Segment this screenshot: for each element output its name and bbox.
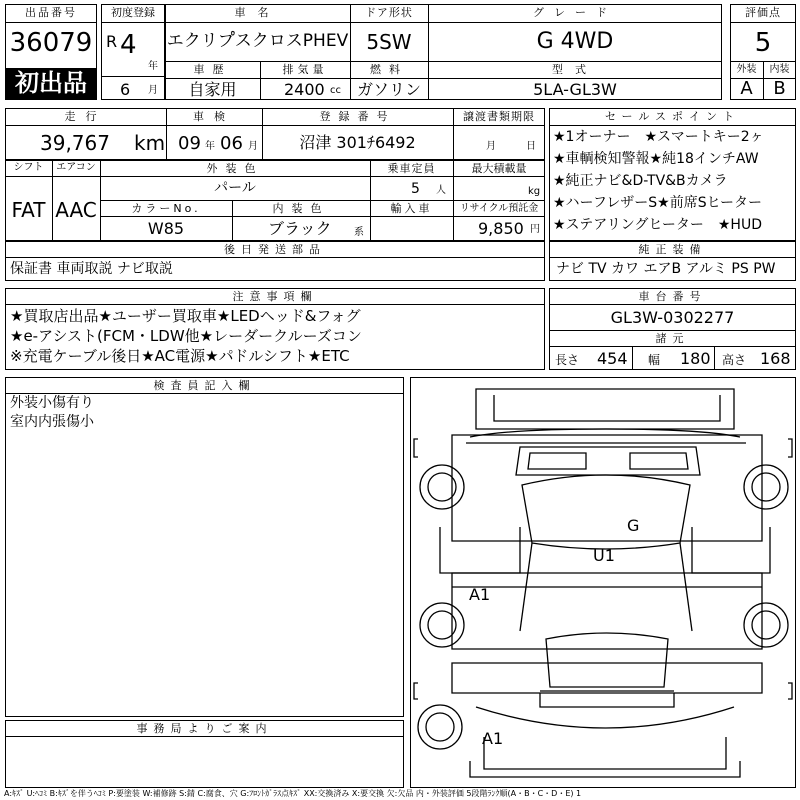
inspector-label: 検査員記入欄	[153, 379, 256, 392]
damage-mark: A1	[469, 585, 491, 604]
colorno: W85	[147, 219, 185, 238]
color-label: 外装色	[206, 162, 264, 175]
sales-points-label: セールスポイント	[604, 110, 740, 123]
displacement: 2400	[284, 80, 325, 99]
lot-number: 36079	[9, 28, 93, 58]
shift-label: シフト	[13, 162, 44, 173]
width-label: 幅	[648, 353, 661, 367]
grade: G 4WD	[536, 29, 614, 54]
length-value: 454	[597, 349, 628, 368]
sales-point-line: ★純正ナビ&D-TV&Bカメラ	[553, 173, 728, 189]
ext-label: 外装	[736, 64, 757, 75]
history: 自家用	[188, 80, 237, 99]
legend: A:ｷｽﾞ U:ﾍｺﾐ B:ｷｽﾞを伴うﾍｺﾐ P:要塗装 W:補修跡 S:錆 C:腐食、穴 G:ﾌﾛﾝﾄｶﾞﾗｽ点ｷｽﾞ XX:交換済み X:要交換 欠:欠品 内・外装評価 5段階ﾗﾝｸ順(A・B・C・D・E) 1	[4, 789, 582, 798]
reg-month: 6	[120, 80, 131, 99]
fuel-label: 燃料	[370, 63, 408, 76]
door-type: 5SW	[366, 30, 412, 54]
sales-point-line: ★1オーナー ★スマートキー2ヶ	[553, 129, 764, 145]
grade-label: グレード	[533, 6, 617, 19]
int-label: 内装	[769, 64, 790, 75]
name-label: 車名	[234, 6, 281, 19]
width-value: 180	[680, 349, 711, 368]
damage-mark: G	[627, 516, 640, 535]
displacement-unit: cc	[330, 85, 341, 96]
interior-unit: 系	[354, 227, 364, 238]
recycle-label: リサイクル預託金	[459, 203, 539, 214]
lot-label: 出品番号	[25, 6, 77, 19]
history-label: 車歴	[193, 63, 232, 76]
insp-year: 09	[178, 133, 201, 154]
colorno-label: カラーNo.	[131, 202, 201, 215]
damage-mark: A1	[482, 729, 504, 748]
reg-month-unit: 月	[148, 85, 158, 96]
later-parts-label: 後日発送部品	[224, 243, 326, 256]
insp-year-unit: 年	[205, 141, 215, 152]
load-label: 最大積載量	[471, 162, 527, 175]
height-label: 高さ	[722, 353, 747, 367]
capacity-unit: 人	[436, 185, 446, 196]
inspection-label: 車検	[193, 110, 235, 123]
inspector-line: 外装小傷有り	[10, 395, 94, 411]
recycle: 9,850	[478, 219, 524, 238]
door-label: ドア形状	[365, 6, 413, 19]
score: 5	[754, 28, 772, 58]
capacity: 5	[411, 181, 420, 197]
later-parts-value: 保証書 車両取説 ナビ取説	[10, 261, 173, 277]
reg-label: 初度登録	[111, 6, 155, 19]
damage-mark: U1	[593, 546, 615, 565]
ac-label: エアコン	[56, 162, 96, 173]
transfer-label: 譲渡書類期限	[463, 110, 535, 123]
displacement-label: 排気量	[282, 63, 328, 76]
office-label: 事務局よりご案内	[136, 722, 273, 735]
inspector-line: 室内内張傷小	[10, 414, 94, 430]
transfer-day: 日	[526, 141, 536, 152]
mileage-unit: km	[134, 131, 166, 155]
model-label: 型式	[552, 63, 598, 76]
first-listing-badge: 初出品	[6, 68, 96, 99]
fuel: ガソリン	[356, 80, 421, 99]
ac: AAC	[55, 198, 97, 222]
int-grade: B	[773, 78, 786, 99]
load-unit: kg	[528, 186, 541, 197]
note-line: ★買取店出品★ユーザー買取車★LEDヘッド&フォグ	[10, 307, 361, 325]
score-label: 評価点	[745, 6, 781, 19]
car-diagram	[410, 377, 796, 788]
model: 5LA-GL3W	[533, 80, 617, 99]
notes-label: 注意事項欄	[232, 290, 318, 303]
regno-label: 登録番号	[319, 110, 396, 123]
mileage: 39,767	[40, 131, 110, 155]
insp-month-unit: 月	[248, 141, 258, 152]
recycle-unit: 円	[530, 224, 540, 235]
note-line: ★e-アシスト(FCM・LDW他★レーダークルーズコン	[10, 327, 362, 345]
reg-era: R	[106, 32, 118, 51]
shift: FAT	[11, 198, 46, 222]
specs-label: 諸元	[655, 332, 690, 345]
length-label: 長さ	[555, 353, 580, 367]
equipment-label: 純正装備	[638, 243, 707, 256]
interior: ブラック	[268, 219, 332, 238]
import-label: 輸入車	[390, 202, 433, 215]
transfer-month: 月	[486, 141, 496, 152]
sales-point-line: ★車輌検知警報★純18インチAW	[553, 151, 759, 167]
sales-point-line: ★ハーフレザーS★前席Sヒーター	[553, 195, 763, 211]
sales-point-line: ★ステアリングヒーター ★HUD	[553, 217, 762, 233]
regno: 沼津 301ﾁ6492	[299, 133, 416, 152]
chassis-label: 車台番号	[638, 290, 707, 303]
ext-grade: A	[740, 78, 753, 99]
height-value: 168	[760, 349, 791, 368]
insp-month: 06	[220, 133, 243, 154]
reg-year-unit: 年	[148, 61, 158, 72]
interior-label: 内装色	[272, 202, 330, 215]
capacity-label: 乗車定員	[387, 162, 436, 175]
color: パール	[214, 180, 256, 196]
equipment-value: ナビ TV カワ エアB アルミ PS PW	[556, 261, 776, 277]
note-line: ※充電ケーブル後日★AC電源★パドルシフト★ETC	[10, 347, 350, 365]
mileage-label: 走行	[64, 110, 107, 123]
reg-year: 4	[120, 30, 137, 60]
car-name: エクリプ゚スクロスPHEV	[166, 31, 349, 51]
chassis-value: GL3W-0302277	[610, 308, 735, 327]
